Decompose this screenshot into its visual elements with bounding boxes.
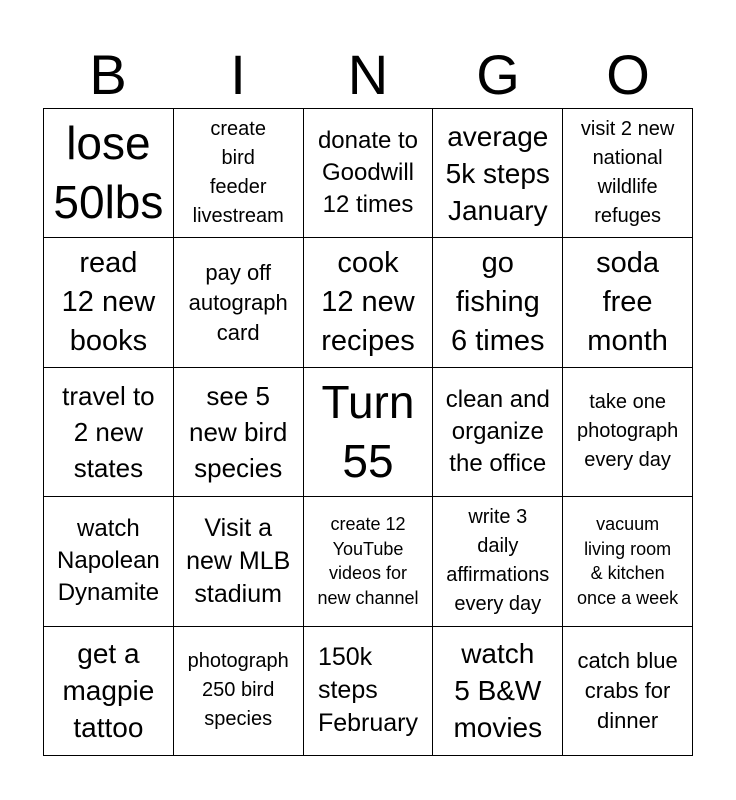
cell-text: watch Napolean Dynamite — [57, 515, 160, 607]
bingo-cell-free[interactable] — [304, 368, 434, 497]
bingo-cell-r2-c3[interactable] — [304, 238, 434, 367]
bingo-cell-r5-c3[interactable] — [304, 627, 434, 756]
bingo-cell-r4-c4[interactable] — [433, 497, 563, 626]
bingo-grid — [43, 108, 693, 756]
bingo-cell-r5-c5[interactable] — [563, 627, 693, 756]
cell-text: soda free month — [587, 247, 668, 358]
cell-text: read 12 new books — [61, 247, 156, 358]
bingo-cell-r4-c2[interactable] — [174, 497, 304, 626]
bingo-header — [43, 40, 693, 110]
cell-text: lose 50lbs — [53, 117, 164, 229]
cell-text: create 12 YouTube videos for new channel — [317, 514, 419, 608]
bingo-cell-r3-c2[interactable] — [174, 368, 304, 497]
bingo-cell-r1-c4[interactable] — [433, 109, 563, 238]
bingo-cell-r1-c3[interactable] — [304, 109, 434, 238]
bingo-cell-r1-c2[interactable] — [174, 109, 304, 238]
cell-text: Visit a new MLB stadium — [186, 513, 291, 608]
header-letter-o: O — [606, 43, 650, 106]
cell-text: clean and organize the office — [445, 385, 550, 477]
cell-text: go fishing 6 times — [451, 247, 545, 358]
bingo-cell-r3-c1[interactable] — [44, 368, 174, 497]
bingo-cell-r2-c2[interactable] — [174, 238, 304, 367]
cell-text: get a magpie tattoo — [62, 638, 155, 744]
cell-text: 150k steps February — [317, 643, 419, 738]
cell-text: pay off autograph card — [188, 259, 288, 345]
bingo-cell-r5-c4[interactable] — [433, 627, 563, 756]
bingo-cell-r3-c4[interactable] — [433, 368, 563, 497]
cell-text: write 3 daily affirmations every day — [446, 506, 550, 616]
cell-text: cook 12 new recipes — [321, 247, 415, 358]
bingo-cell-r4-c5[interactable] — [563, 497, 693, 626]
header-letter-n: N — [347, 43, 389, 106]
bingo-cell-r2-c5[interactable] — [563, 238, 693, 367]
cell-text: travel to 2 new states — [62, 380, 155, 483]
header-letter-b: B — [89, 43, 127, 106]
bingo-cell-r1-c1[interactable] — [44, 109, 174, 238]
header-letter-i: I — [230, 43, 246, 106]
cell-text: visit 2 new national wildlife refuges — [580, 118, 675, 228]
header-letter-g: G — [476, 43, 520, 106]
cell-text: catch blue crabs for dinner — [577, 647, 678, 733]
bingo-cell-r3-c5[interactable] — [563, 368, 693, 497]
cell-text: average 5k steps January — [445, 120, 550, 226]
cell-text: take one photograph every day — [576, 391, 679, 472]
bingo-cell-r4-c3[interactable] — [304, 497, 434, 626]
cell-text: Turn 55 — [321, 375, 415, 487]
bingo-cell-r2-c4[interactable] — [433, 238, 563, 367]
cell-text: see 5 new bird species — [189, 380, 288, 483]
cell-text: vacuum living room & kitchen once a week — [577, 514, 679, 608]
cell-text: donate to Goodwill 12 times — [317, 127, 419, 219]
cell-text: photograph 250 bird species — [187, 650, 289, 731]
bingo-cell-r2-c1[interactable] — [44, 238, 174, 367]
bingo-cell-r5-c2[interactable] — [174, 627, 304, 756]
bingo-cell-r1-c5[interactable] — [563, 109, 693, 238]
bingo-cell-r5-c1[interactable] — [44, 627, 174, 756]
cell-text: create bird feeder livestream — [192, 118, 284, 228]
bingo-cell-r4-c1[interactable] — [44, 497, 174, 626]
cell-text: watch 5 B&W movies — [453, 638, 543, 744]
